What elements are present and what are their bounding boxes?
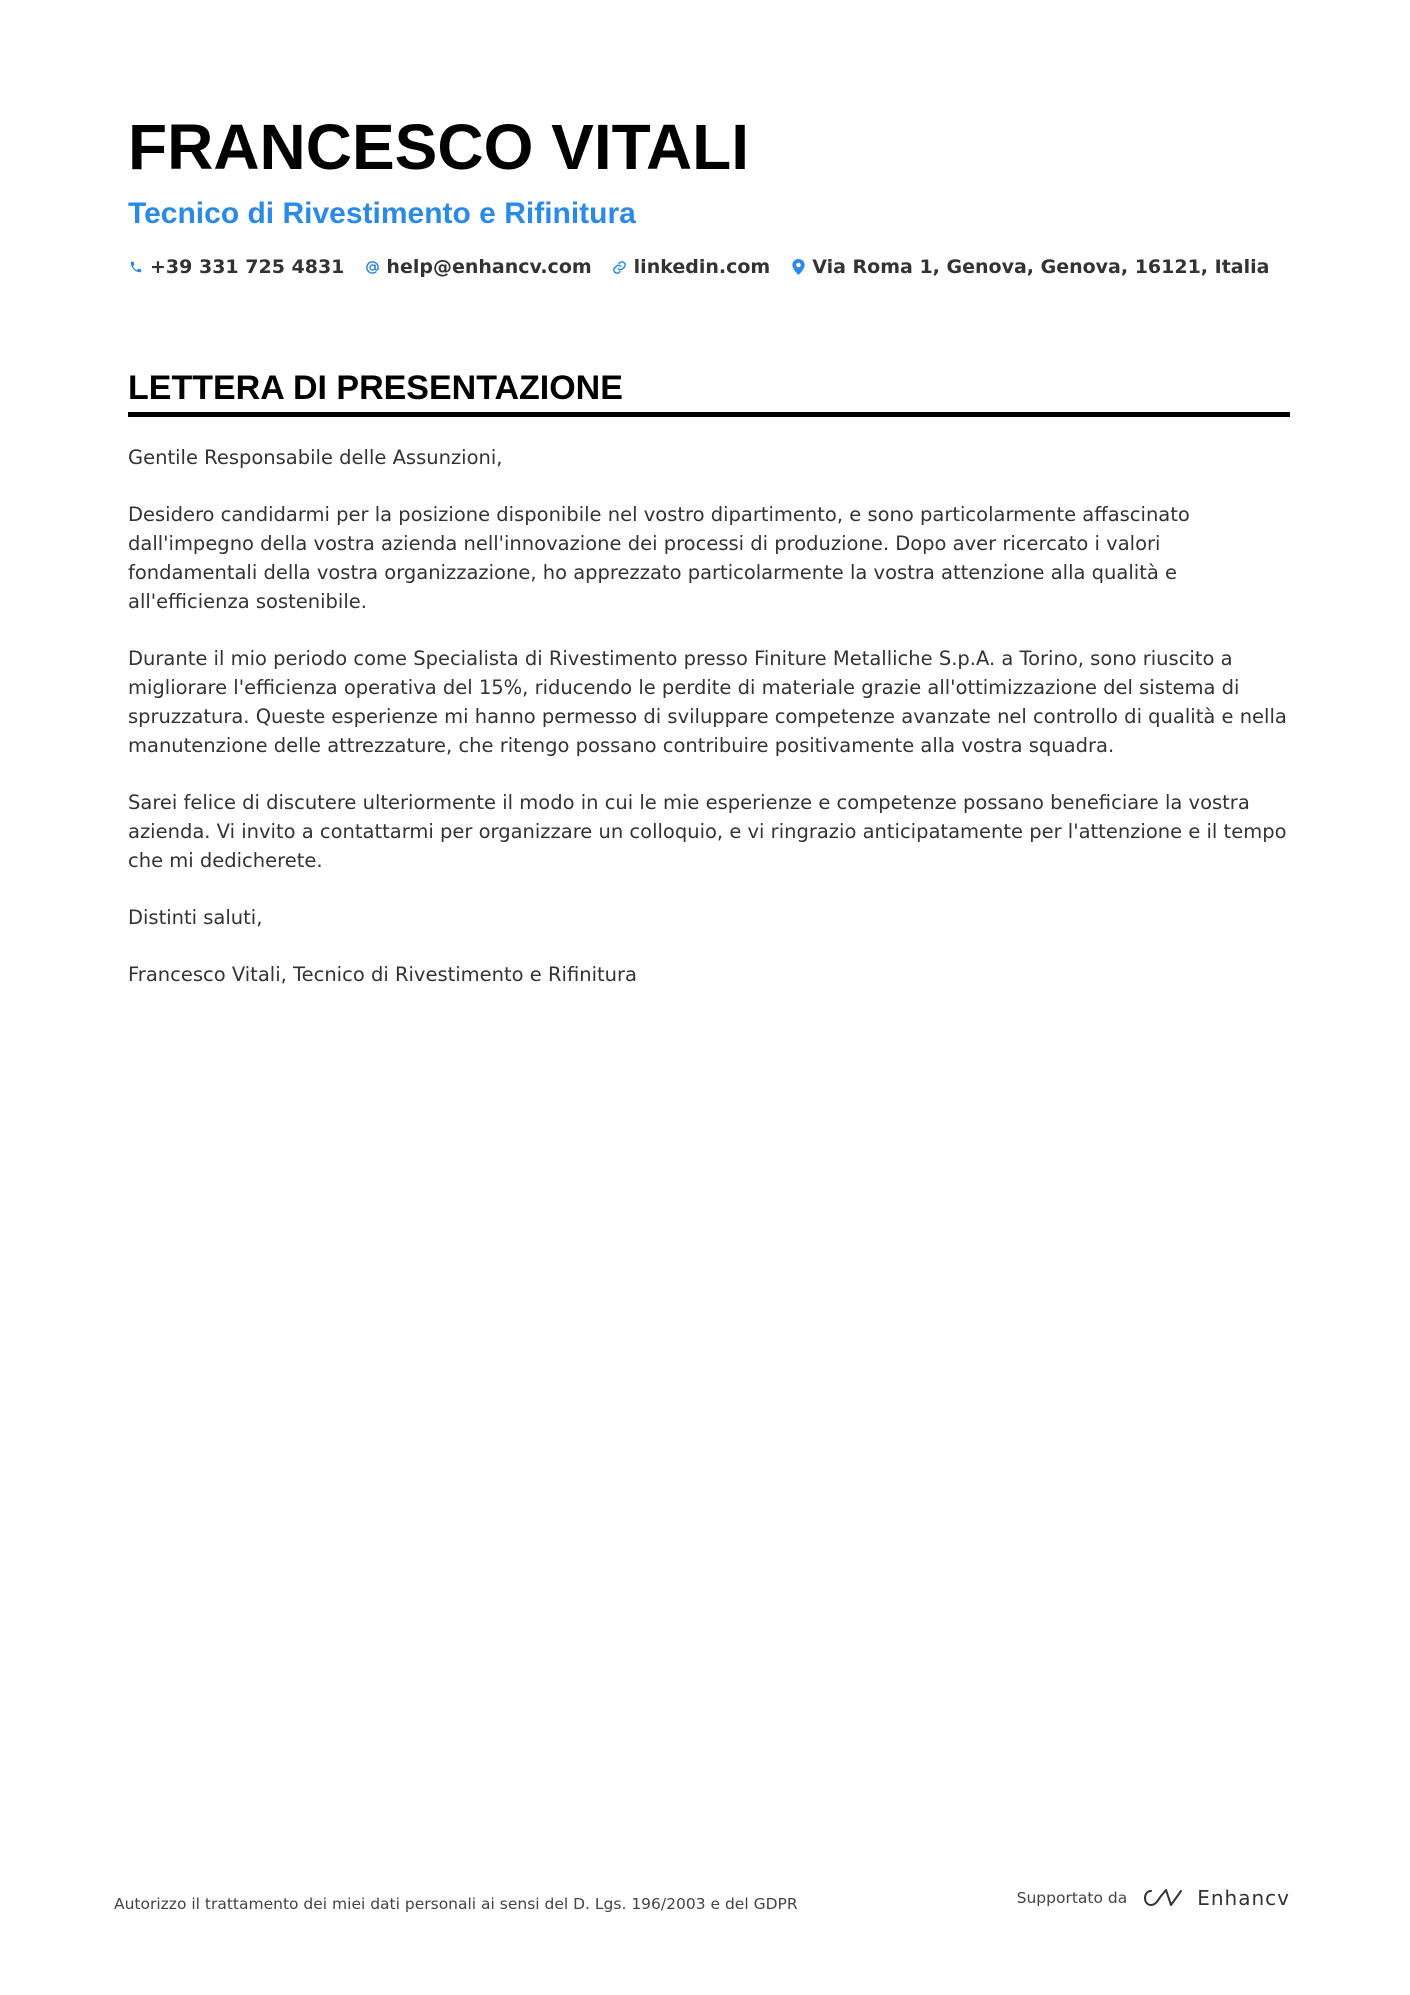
letter-closing: Distinti saluti, xyxy=(128,906,263,929)
link-icon xyxy=(612,258,628,276)
brand-name: Enhancv xyxy=(1197,1886,1290,1910)
postal-address: Via Roma 1, Genova, Genova, 16121, Italia xyxy=(812,256,1270,278)
letter-paragraph: Durante il mio periodo come Specialista di Rivestimento presso Finiture Metalliche S.p.A. a Torino, sono riuscito a migliorare l'efficienza operativa del 15%, riducendo le perdite di materiale grazie all'ottimizzazione del sistema di spruzzatura. Queste esperienze mi hanno permesso di sviluppare competenze avanzate nel controllo di qualità e nella manutenzione delle attrezzature, che ritengo possano contribuire positivamente alla vostra squadra. xyxy=(128,647,1287,757)
section-title: LETTERA DI PRESENTAZIONE xyxy=(128,368,1290,417)
letter-signature: Francesco Vitali, Tecnico di Rivestimento e Rifinitura xyxy=(128,963,637,986)
powered-by-label: Supportato da xyxy=(1016,1889,1128,1907)
privacy-consent-text: Autorizzo il trattamento dei miei dati personali ai sensi del D. Lgs. 196/2003 e del GDPR xyxy=(114,1895,798,1913)
cover-letter-section xyxy=(128,368,1290,1017)
resume-header xyxy=(128,108,1290,278)
contact-address xyxy=(790,256,1269,278)
letter-body xyxy=(128,443,1290,989)
profile-link: linkedin.com xyxy=(633,256,771,278)
email-address: help@enhancv.com xyxy=(386,256,592,278)
candidate-job-title: Tecnico di Rivestimento e Rifinitura xyxy=(128,197,636,230)
phone-number: +39 331 725 4831 xyxy=(150,256,345,278)
at-icon xyxy=(364,258,380,276)
phone-icon xyxy=(128,258,144,276)
contact-phone[interactable] xyxy=(128,256,344,278)
contact-email[interactable] xyxy=(364,256,591,278)
map-pin-icon xyxy=(790,258,806,276)
contact-info xyxy=(128,256,1290,278)
enhancv-logo-icon xyxy=(1139,1886,1185,1910)
letter-paragraph: Desidero candidarmi per la posizione disponibile nel vostro dipartimento, e sono particolarmente affascinato dall'impegno della vostra azienda nell'innovazione dei processi di produzione. Dopo aver ricercato i valori fondamentali della vostra organizzazione, ho apprezzato particolarmente la vostra attenzione alla qualità e all'efficienza sostenibile. xyxy=(128,503,1190,613)
contact-link[interactable] xyxy=(612,256,771,278)
letter-paragraph: Sarei felice di discutere ulteriormente il modo in cui le mie esperienze e competenze possano beneficiare la vostra azienda. Vi invito a contattarmi per organizzare un colloquio, e vi ringrazio anticipatamente per l'attenzione e il tempo che mi dedicherete. xyxy=(128,791,1287,872)
letter-salutation: Gentile Responsabile delle Assunzioni, xyxy=(128,446,503,469)
powered-by[interactable] xyxy=(1017,1886,1290,1910)
candidate-name: FRANCESCO VITALI xyxy=(128,111,750,183)
